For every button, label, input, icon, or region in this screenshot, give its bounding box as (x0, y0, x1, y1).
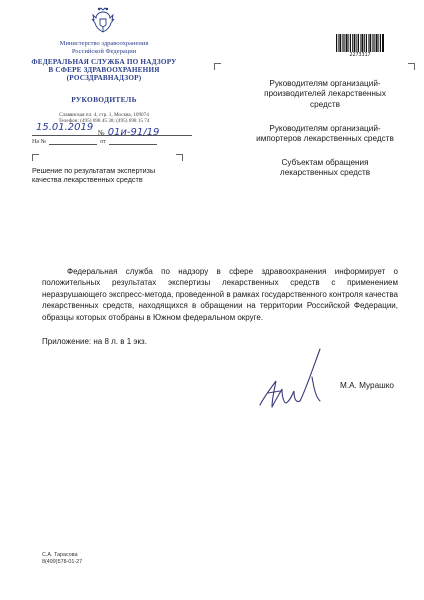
executor-block (42, 552, 82, 566)
number-sign: № (98, 129, 105, 137)
recipient-subjects: Субъектам обращения лекарственных средств (279, 158, 371, 178)
registration-number: 01и-91/19 (107, 127, 160, 138)
executor-name: С.А. Тарасова (42, 552, 78, 558)
bracket-top-left (32, 154, 39, 161)
reference-number-blank (49, 144, 97, 145)
signer-name: М.А. Мурашко (340, 381, 394, 390)
handwritten-signature (250, 345, 332, 417)
bracket-recipient-top-left (214, 63, 221, 70)
recipient-importers: Руководителям организаций- импортеров лекарственных средств (256, 124, 394, 144)
executor-phone: 8(499)578-01-27 (42, 559, 83, 565)
reference-date-blank (109, 144, 157, 145)
appendix-line: Приложение: на 8 л. в 1 экз. (42, 337, 147, 346)
coat-of-arms-icon (90, 6, 116, 36)
registration-number-group (98, 122, 159, 140)
reference-prefix: На № (32, 139, 47, 145)
letter-body: Федеральная служба по надзору в сфере здравоохранения информирует о положительных результатах экспертизы лекарственных средств с применением неразрушающего экспресс-метода, проведенной в рамках государственного контроля качества лекарственных средств, находящихся в обращении на территории Российской Федерации, образцы которых отобраны в Южном федеральном округе. (42, 267, 398, 322)
subject-text: Решение по результатам экспертизы качества лекарственных средств (32, 166, 156, 184)
address-line: Славянская пл. 4, стр. 1, Москва, 109074 (59, 112, 149, 118)
phone-line: Телефон: (495) 698 45 38; (495) 698 15 74 (58, 118, 150, 125)
ministry-line: Министерство здравоохранения Российской Федерации (59, 40, 149, 55)
recipient-manufacturers: Руководителям организаций- производителей лекарственных средств (264, 79, 386, 109)
barcode-number: 2273317 (349, 52, 371, 58)
registration-date: 15.01.2019 (36, 122, 94, 133)
bracket-recipient-top-right (408, 63, 415, 70)
head-title: РУКОВОДИТЕЛЬ (71, 95, 137, 104)
reference-from: от (100, 139, 106, 145)
reference-line (32, 139, 160, 145)
bracket-top-right (176, 154, 183, 161)
service-name: ФЕДЕРАЛЬНАЯ СЛУЖБА ПО НАДЗОРУ В СФЕРЕ ЗДРАВООХРАНЕНИЯ (РОСЗДРАВНАДЗОР) (31, 58, 177, 83)
barcode-icon (336, 34, 384, 52)
ministry-name (18, 40, 190, 55)
